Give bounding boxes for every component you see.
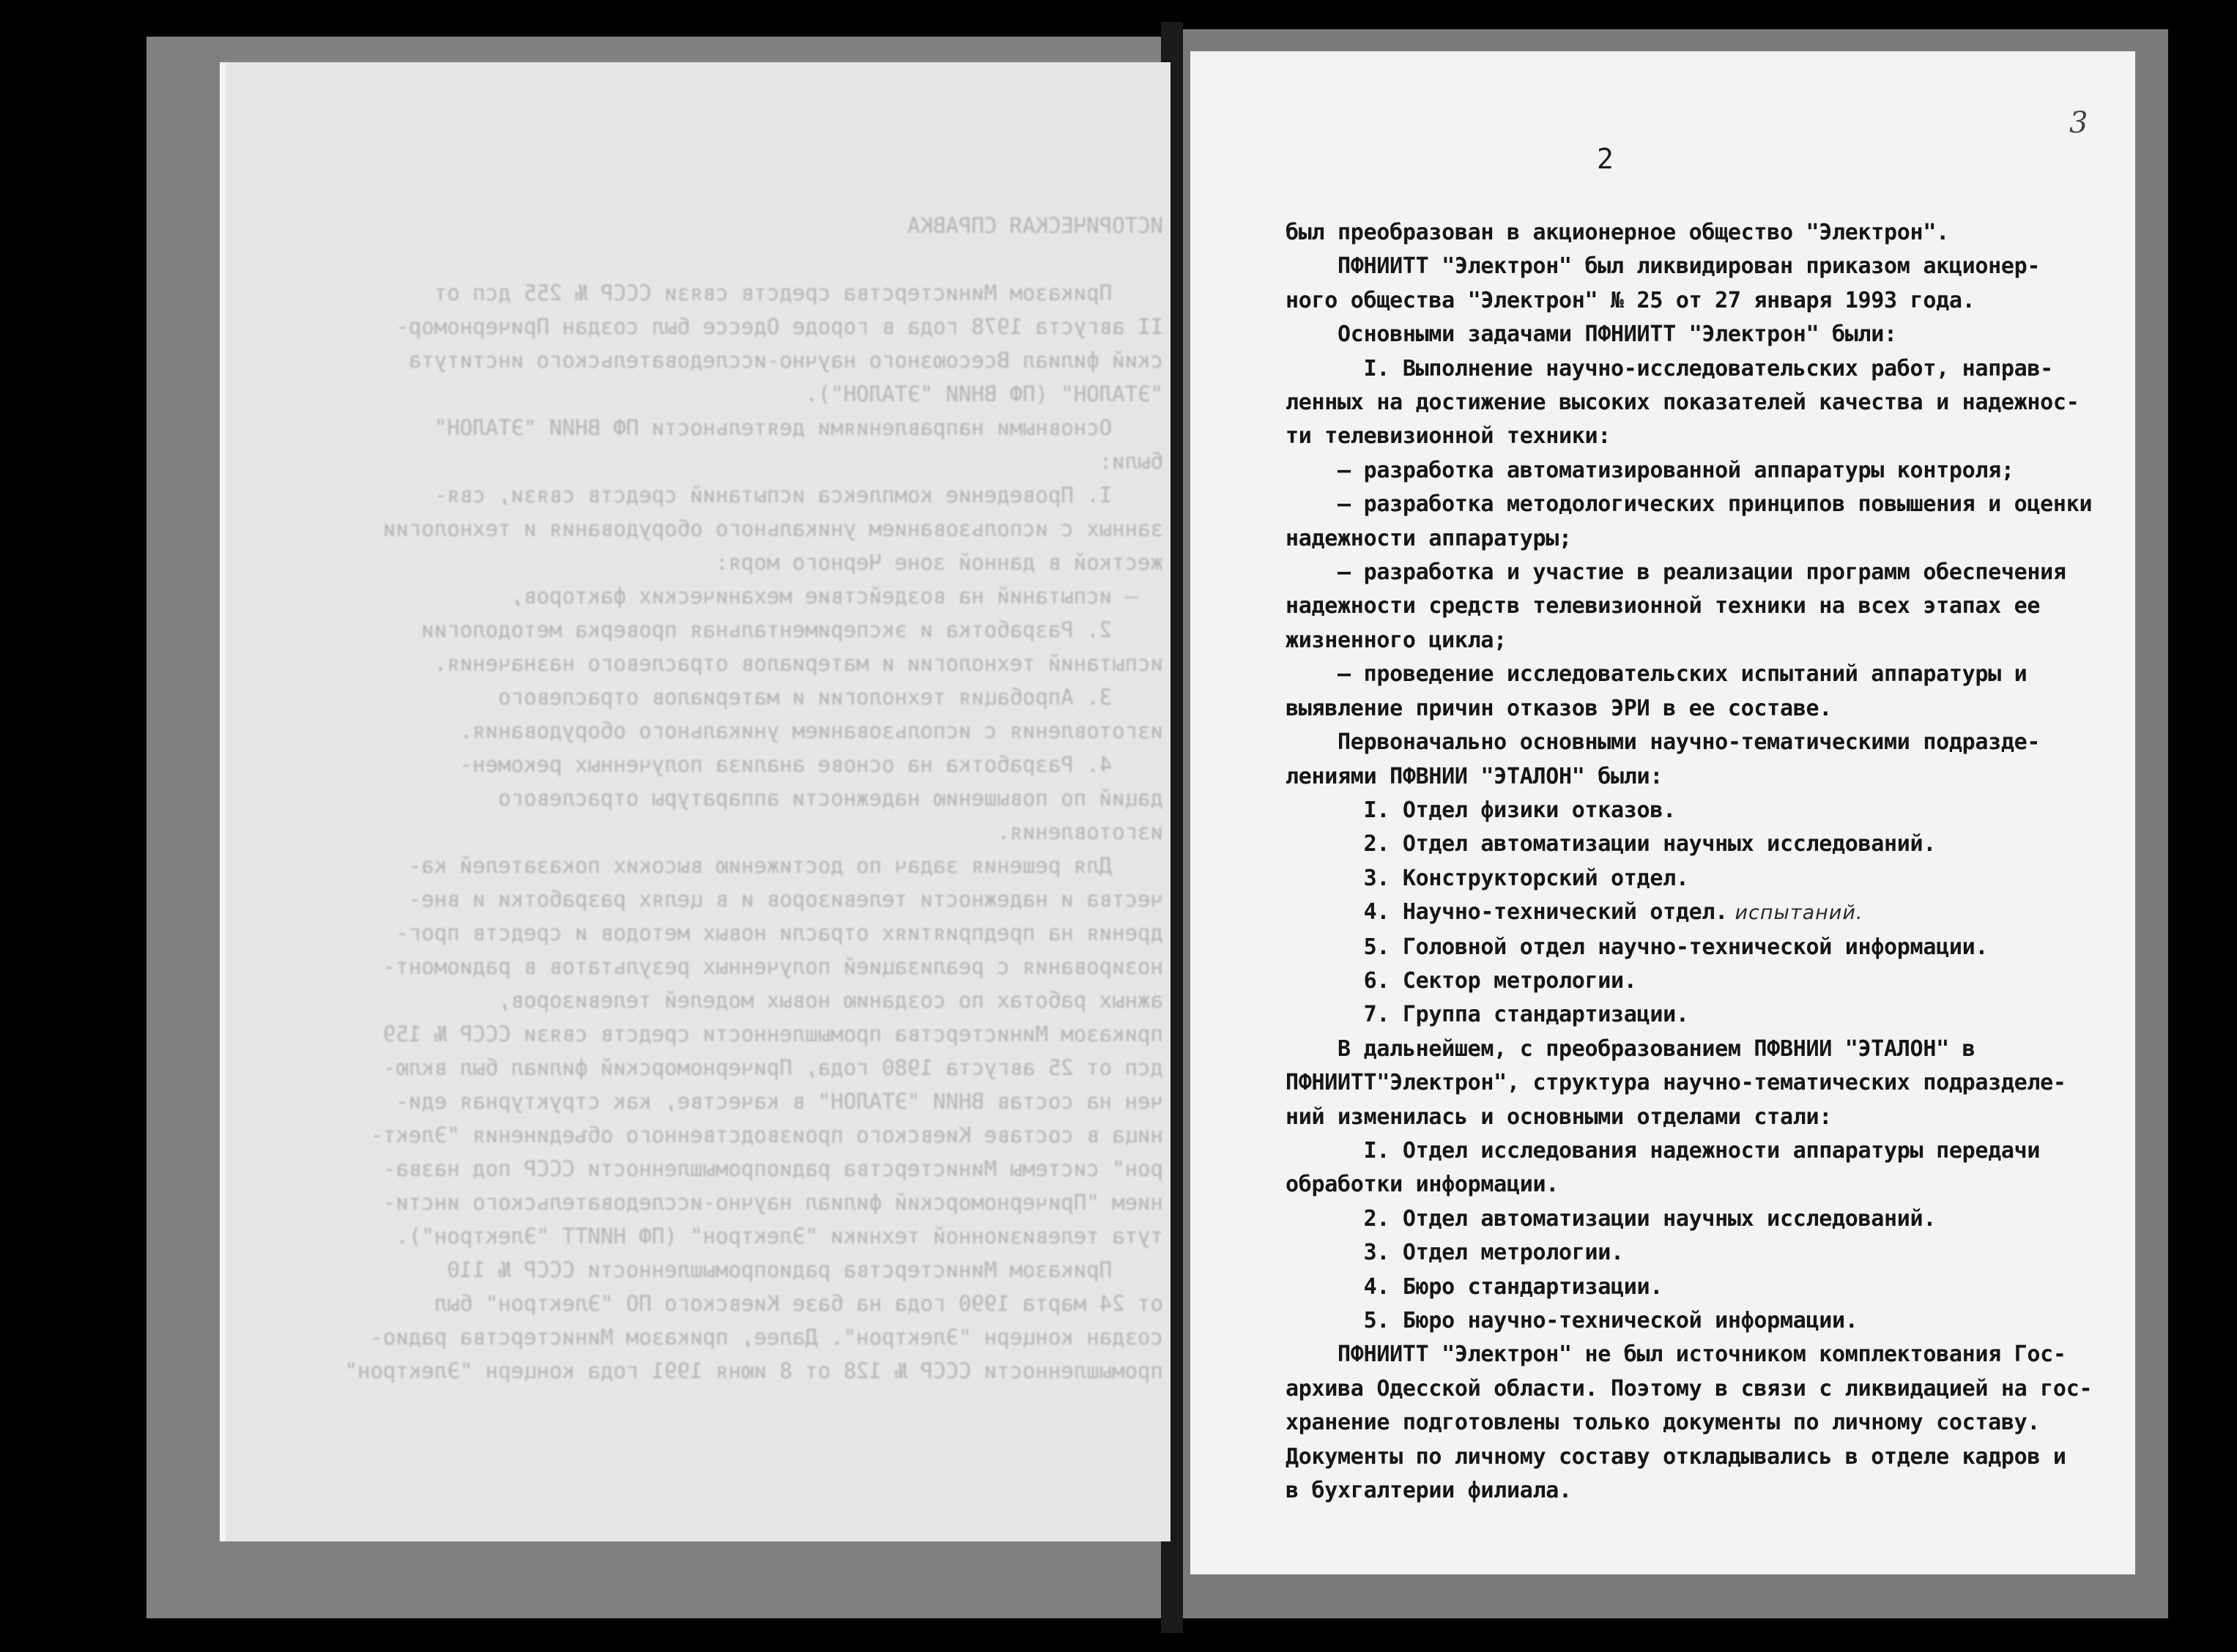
left-page-bleedthrough-text: [335, 209, 1163, 1388]
ghost-line: дрения на предприятиях отрасли новых методов и средств прог-: [396, 920, 1163, 945]
ghost-line: Приказом Министерства средств связи СССР № 255 дсп от: [434, 280, 1163, 305]
text-line: В дальнейшем, с преобразованием ПФВНИИ "ЭТАЛОН" в: [1286, 1035, 1976, 1062]
text-line: архива Одесской области. Поэтому в связи с ликвидацией на гос-: [1286, 1375, 2093, 1402]
ghost-line: II августа 1978 года в городе Одессе был создан Причерномор-: [396, 314, 1163, 339]
text-line: – разработка и участие в реализации программ обеспечения: [1286, 559, 2066, 586]
ghost-line: 4. Разработка на основе анализа полученных рекомен-: [459, 752, 1163, 777]
handwritten-insert: испытаний.: [1727, 901, 1863, 925]
text-line: лениями ПФВНИИ "ЭТАЛОН" были:: [1286, 763, 1663, 789]
archive-sheet-number: 3: [2069, 106, 2088, 140]
text-line: 3. Конструкторский отдел.: [1286, 865, 1689, 891]
text-line: в бухгалтерии филиала.: [1286, 1478, 1572, 1504]
text-line: 2. Отдел автоматизации научных исследований.: [1286, 1205, 1937, 1232]
ghost-line: ИСТОРИЧЕСКАЯ СПРАВКА: [907, 213, 1163, 238]
ghost-line: занных с использованием уникального оборудования и технологии: [382, 516, 1163, 541]
text-line: ний изменилась и основными отделами стали:: [1286, 1104, 1832, 1130]
page-number: 2: [1597, 143, 1614, 175]
text-line: I. Выполнение научно-исследовательских работ, направ-: [1286, 355, 2053, 382]
text-line: Документы по личному составу откладывались в отделе кадров и: [1286, 1443, 2066, 1470]
ghost-line: были:: [1099, 449, 1163, 474]
ghost-line: испытаний технологии и материалов отраслевого назначения.: [434, 651, 1163, 676]
text-line: хранение подготовлены только документы по личному составу.: [1286, 1410, 2041, 1436]
text-line: 3. Отдел метрологии.: [1286, 1240, 1624, 1266]
text-line: I. Отдел физики отказов.: [1286, 797, 1676, 823]
ghost-line: Для решения задач по достижению высоких показателей ка-: [408, 853, 1163, 878]
right-page: [1190, 51, 2135, 1574]
text-line: 5. Бюро научно-технической информации.: [1286, 1308, 1858, 1333]
ghost-line: промышленности СССР № 128 от 8 июня 1991 года концерн "Электрон": [344, 1358, 1163, 1383]
text-line: – проведение исследовательских испытаний аппаратуры и: [1286, 661, 2028, 688]
text-line: ПФНИИТТ"Электрон", структура научно-тематических подразделе-: [1286, 1070, 2066, 1096]
ghost-line: ский филиал Всесоюзного научно-исследовательского института: [408, 348, 1163, 373]
text-line: выявление причин отказов ЭРИ в ее составе.: [1286, 695, 1832, 721]
left-page: [220, 62, 1171, 1541]
ghost-line: ажных работах по созданию новых моделей телевизоров,: [498, 988, 1163, 1013]
text-line: надежности средств телевизионной техники на всех этапах ее: [1286, 593, 2041, 620]
text-line: 2. Отдел автоматизации научных исследований.: [1286, 831, 1937, 857]
ghost-line: "ЭТАЛОН" (ПФ ВНИИ "ЭТАЛОН").: [805, 382, 1163, 406]
text-line: ПФНИИТТ "Электрон" не был источником комплектования Гос-: [1286, 1342, 2066, 1368]
ghost-line: даций по повышению надежности аппаратуры отраслевого: [498, 786, 1163, 811]
ghost-line: рон" системы Министерства радиопромышленности СССР под назва-: [382, 1156, 1163, 1181]
ghost-line: дсп от 25 августа 1980 года, Причерноморский филиал был вклю-: [382, 1055, 1163, 1080]
ghost-line: I. Проведение комплекса испытаний средств связи, свя-: [434, 483, 1163, 507]
ghost-line: чества и надежности телевизоров и в целях разработки и вне-: [408, 887, 1163, 912]
ghost-line: жесткой в данной зоне Черного моря:: [715, 550, 1163, 575]
text-line: ного общества "Электрон" № 25 от 27 января 1993 года.: [1286, 287, 1976, 313]
text-line: 4. Научно-технический отдел. испытаний.: [1286, 899, 1863, 926]
text-line: 5. Головной отдел научно-технической информации.: [1286, 934, 1989, 960]
ghost-line: 3. Апробация технологии и материалов отраслевого: [498, 685, 1163, 710]
ghost-line: нозирования с реализацией полученных результатов в радиомонт-: [382, 954, 1163, 979]
text-line: надежности аппаратуры;: [1286, 525, 1572, 551]
ghost-line: – испытаний на воздействие механических факторов,: [511, 584, 1163, 609]
ghost-line: ница в составе Киевского производственного объединения "Элект-: [370, 1123, 1163, 1147]
text-line: – разработка автоматизированной аппаратуры контроля;: [1286, 457, 2014, 483]
ghost-line: Приказом Министерства радиопромышленности СССР № 110: [447, 1257, 1163, 1282]
ghost-line: Основными направлениями деятельности ПФ ВНИИ "ЭТАЛОН": [434, 415, 1163, 440]
text-line: I. Отдел исследования надежности аппаратуры передачи: [1286, 1137, 2041, 1164]
text-line: ленных на достижение высоких показателей качества и надежнос-: [1286, 390, 2080, 416]
ghost-line: [335, 242, 1163, 276]
ghost-line: 2. Разработка и экспериментальная проверка методологии: [421, 617, 1163, 642]
ghost-line: тута телевизионной техники "Электрон" (ПФ НИИТТ "Электрон").: [396, 1224, 1163, 1249]
right-page-body-text: [1286, 216, 2128, 1508]
text-line: 7. Группа стандартизации.: [1286, 1002, 1689, 1028]
text-line: Первоначально основными научно-тематическими подразде-: [1286, 729, 2041, 756]
ghost-line: изготовления с использованием уникального оборудования.: [459, 718, 1163, 743]
text-line: обработки информации.: [1286, 1172, 1559, 1198]
text-line: – разработка методологических принципов повышения и оценки: [1286, 491, 2093, 518]
ghost-line: создан концерн "Электрон". Далее, приказом Министерства радио-: [370, 1325, 1163, 1350]
text-line: ПФНИИТТ "Электрон" был ликвидирован приказом акционер-: [1286, 253, 2041, 280]
text-line: был преобразован в акционерное общество "Электрон".: [1286, 220, 1949, 245]
ghost-line: чен на состав ВНИИ "ЭТАЛОН" в качестве, как структурная еди-: [396, 1089, 1163, 1114]
ghost-line: от 24 марта 1990 года на базе Киевского ПО "Электрон" был: [434, 1291, 1163, 1316]
ghost-line: приказом Министерства промышленности средств связи СССР № 159: [382, 1022, 1163, 1046]
text-line: Основными задачами ПФНИИТТ "Электрон" были:: [1286, 321, 1897, 348]
ghost-line: изготовления.: [997, 819, 1163, 844]
text-line: 6. Сектор метрологии.: [1286, 967, 1637, 994]
text-line: ти телевизионной техники:: [1286, 423, 1611, 450]
text-line: жизненного цикла;: [1286, 627, 1507, 653]
ghost-line: нием "Причерноморский филиал научно-исследовательского инсти-: [382, 1190, 1163, 1215]
text-line: 4. Бюро стандартизации.: [1286, 1273, 1663, 1300]
